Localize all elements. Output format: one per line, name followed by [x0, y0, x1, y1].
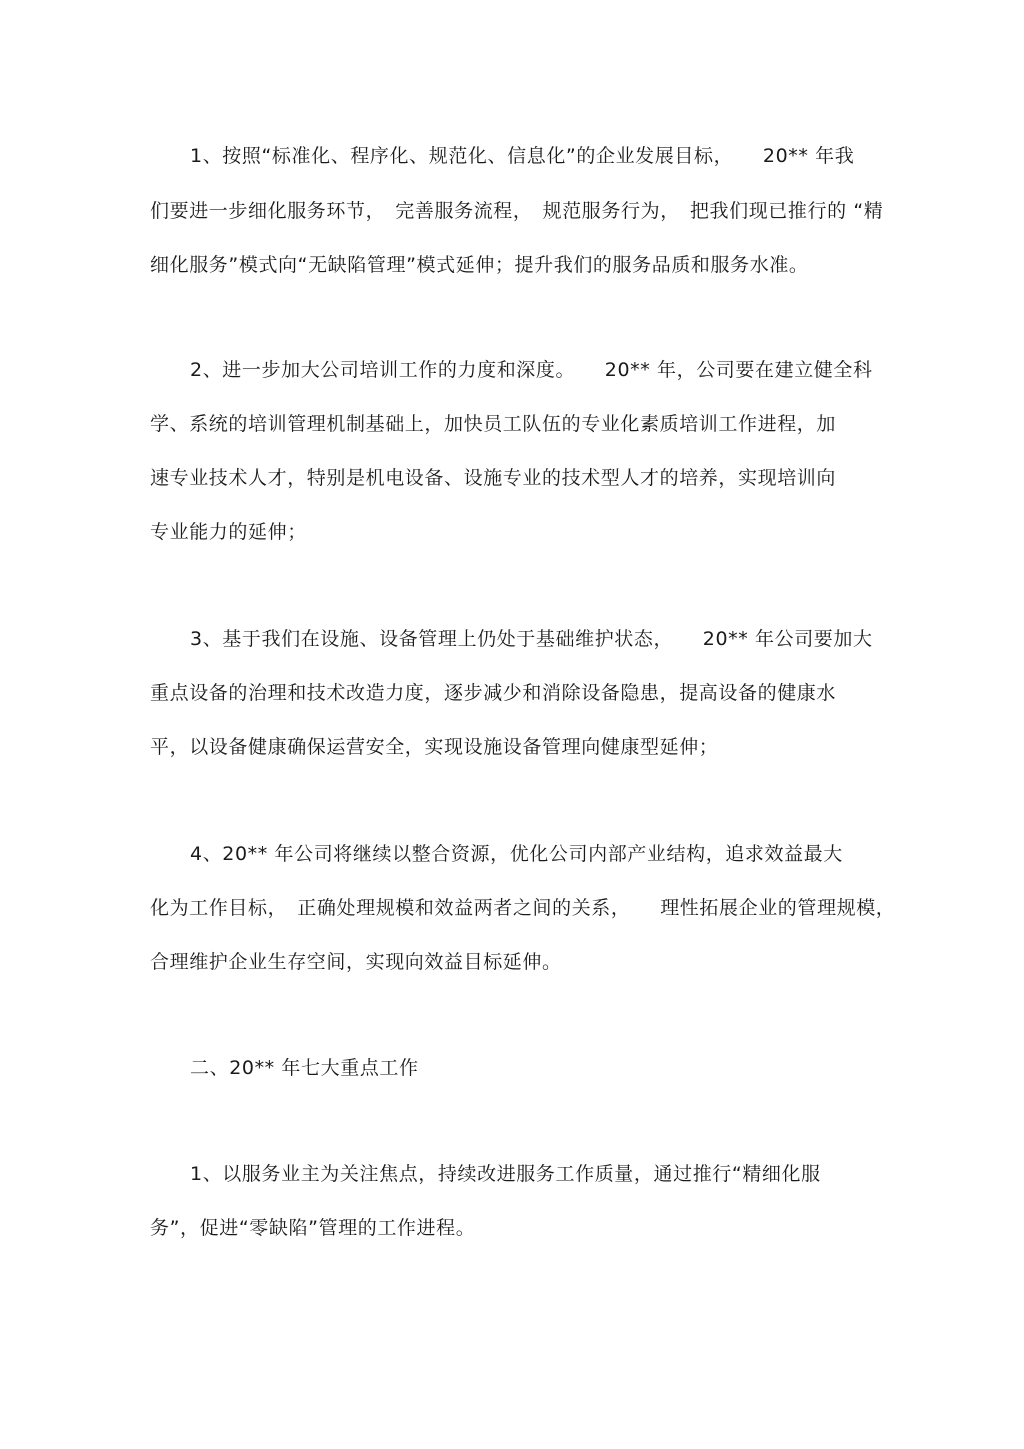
paragraph-1-line-3: 细化服务”模式向“无缺陷管理”模式延伸；提升我们的服务品质和服务水准。 [150, 254, 809, 276]
paragraph-5-line-2: 务”，促进“零缺陷”管理的工作进程。 [150, 1217, 476, 1239]
paragraph-4-line-3: 合理维护企业生存空间，实现向效益目标延伸。 [150, 951, 562, 973]
paragraph-5-line-1: 1、以服务业主为关注焦点，持续改进服务工作质量，通过推行“精细化服 [190, 1163, 821, 1185]
paragraph-1-line-2: 们要进一步细化服务环节， 完善服务流程， 规范服务行为， 把我们现已推行的 “精 [150, 200, 884, 222]
paragraph-3-line-3: 平，以设备健康确保运营安全，实现设施设备管理向健康型延伸； [150, 736, 719, 758]
paragraph-2-line-2: 学、系统的培训管理机制基础上，加快员工队伍的专业化素质培训工作进程，加 [150, 413, 837, 435]
paragraph-3-line-2: 重点设备的治理和技术改造力度，逐步减少和消除设备隐患，提高设备的健康水 [150, 682, 837, 704]
paragraph-2-line-1: 2、进一步加大公司培训工作的力度和深度。 20** 年，公司要在建立健全科 [190, 359, 873, 381]
paragraph-2-line-3: 速专业技术人才，特别是机电设备、设施专业的技术型人才的培养，实现培训向 [150, 467, 837, 489]
paragraph-3-line-1: 3、基于我们在设施、设备管理上仍处于基础维护状态， 20** 年公司要加大 [190, 628, 873, 650]
paragraph-4-line-2: 化为工作目标， 正确处理规模和效益两者之间的关系， 理性拓展企业的管理规模， [150, 897, 896, 919]
paragraph-1-line-1: 1、按照“标准化、程序化、规范化、信息化”的企业发展目标， 20** 年我 [190, 145, 855, 167]
paragraph-4-line-1: 4、20** 年公司将继续以整合资源，优化公司内部产业结构，追求效益最大 [190, 843, 843, 865]
paragraph-2-line-4: 专业能力的延伸； [150, 521, 307, 543]
section-heading: 二、20** 年七大重点工作 [190, 1057, 419, 1079]
